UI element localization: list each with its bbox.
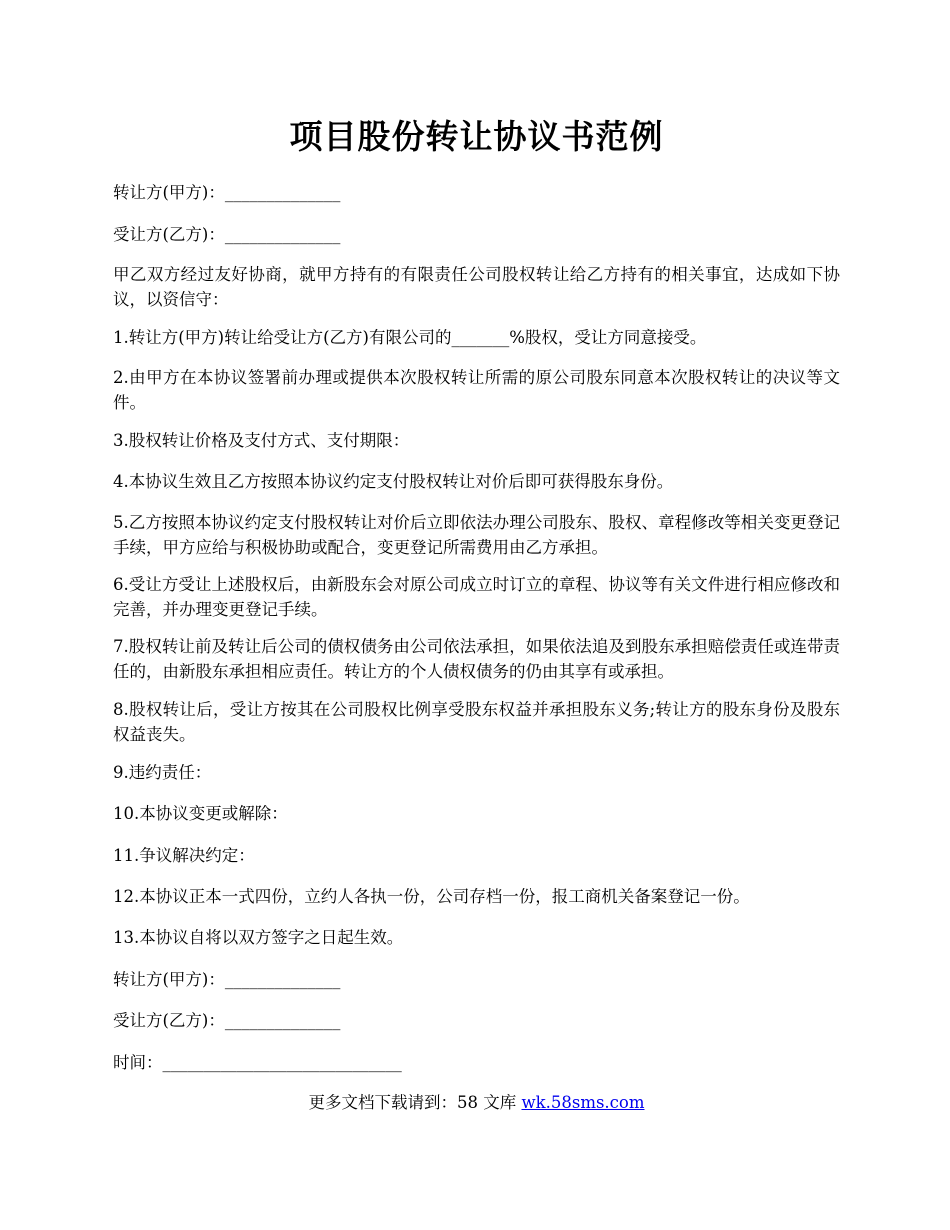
transferor-line-top: 转让方(甲方)：______________	[113, 183, 341, 202]
footer	[113, 1090, 840, 1115]
clause-6: 6.受让方受让上述股权后，由新股东会对原公司成立时订立的章程、协议等有关文件进行相应修改和完善，并办理变更登记手续。	[113, 575, 840, 619]
clause-11: 11.争议解决约定：	[113, 846, 255, 865]
footer-link[interactable]: wk.58sms.com	[521, 1093, 645, 1112]
clause-12: 12.本协议正本一式四份，立约人各执一份，公司存档一份，报工商机关备案登记一份。	[113, 887, 750, 906]
clause-7: 7.股权转让前及转让后公司的债权债务由公司依法承担，如果依法追及到股东承担赔偿责任或连带责任的，由新股东承担相应责任。转让方的个人债权债务的仍由其享有或承担。	[113, 637, 840, 681]
clause-4: 4.本协议生效且乙方按照本协议约定支付股权转让对价后即可获得股东身份。	[113, 472, 674, 491]
clause-3: 3.股权转让价格及支付方式、支付期限：	[113, 431, 410, 450]
date-line: 时间：_____________________________	[113, 1053, 402, 1072]
footer-text: 更多文档下载请到：58 文库	[308, 1093, 522, 1112]
preamble-paragraph: 甲乙双方经过友好协商，就甲方持有的有限责任公司股权转让给乙方持有的相关事宜，达成如下协议，以资信守：	[113, 265, 840, 309]
clause-8: 8.股权转让后，受让方按其在公司股权比例享受股东权益并承担股东义务;转让方的股东身份及股东权益丧失。	[113, 700, 840, 744]
transferee-line-top: 受让方(乙方)：______________	[113, 225, 341, 244]
clause-13: 13.本协议自将以双方签字之日起生效。	[113, 928, 404, 947]
transferee-signature-line: 受让方(乙方)：______________	[113, 1011, 341, 1030]
transferor-signature-line: 转让方(甲方)：______________	[113, 970, 341, 989]
clause-5: 5.乙方按照本协议约定支付股权转让对价后立即依法办理公司股东、股权、章程修改等相关变更登记手续，甲方应给与积极协助或配合，变更登记所需费用由乙方承担。	[113, 513, 840, 557]
clause-9: 9.违约责任：	[113, 763, 212, 782]
clause-2: 2.由甲方在本协议签署前办理或提供本次股权转让所需的原公司股东同意本次股权转让的决议等文件。	[113, 368, 840, 412]
clause-10: 10.本协议变更或解除：	[113, 804, 288, 823]
document-title: 项目股份转让协议书范例	[289, 117, 664, 156]
clause-1: 1.转让方(甲方)转让给受让方(乙方)有限公司的_______%股权，受让方同意接受。	[113, 328, 707, 347]
